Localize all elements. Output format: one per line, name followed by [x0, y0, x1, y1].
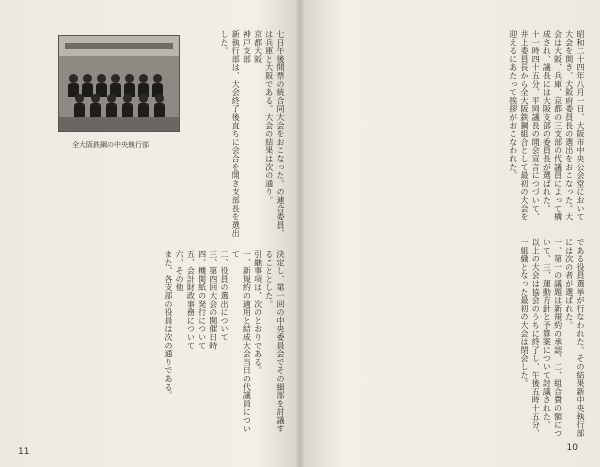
- right-upper-text: 昭和二十四年八月一日、大阪市中央公会堂において大会を開き、大阪府委員長の選出をおこなった。大会は大阪、兵庫、京都の三支部の代議員によって構成され、議長には大阪支部の委員長が選ばれた。 十一時四十五分、平岡議長の開会宣言につづいて、井上委員長から全大阪鉄鋼組合として最初の大会を迎えるにあたって挨拶がおこなわれた。: [508, 30, 585, 221]
- left-lower-text: 決定し、第一回の中央委員会でその細部を討議することとした。 引継事項は、次のとおりである。 一、新規約の適用と結成大会当日の代議員について 二、役員の選出について 三、第四回大会の開催日時 四、機関紙の発行について 五、会計財政事務について 六、その他 また、各支部の役員は次の通りである。: [163, 250, 285, 433]
- group-photo: [58, 35, 180, 132]
- book-gutter: [296, 0, 304, 467]
- page-number-right: 10: [566, 443, 578, 453]
- page-number-left: 11: [18, 447, 30, 457]
- right-lower-text: である役員選挙が行なわれた。その結果新中央執行部には次の者が選ばれた。 一、第一の議題は新規約の承認、二、組合費の額について、三、運動方針と予算案について討議された。 以上の大会は協会のうちに終了し、午後五時十五分、一組織となった最初の大会は閉会した。: [519, 238, 585, 438]
- left-upper-text: 七日午後開票の統合同大会をおこなった。の連合委員、は兵庫と大阪である。大会の結果は次の通り。 京都大阪 神戸支部 新執行部は、大会終了後直ちに会合を開き支部長を選出した。: [219, 30, 285, 238]
- photo-caption: 全大阪鉄鋼の中央執行部: [72, 141, 149, 149]
- right-page: [300, 0, 600, 467]
